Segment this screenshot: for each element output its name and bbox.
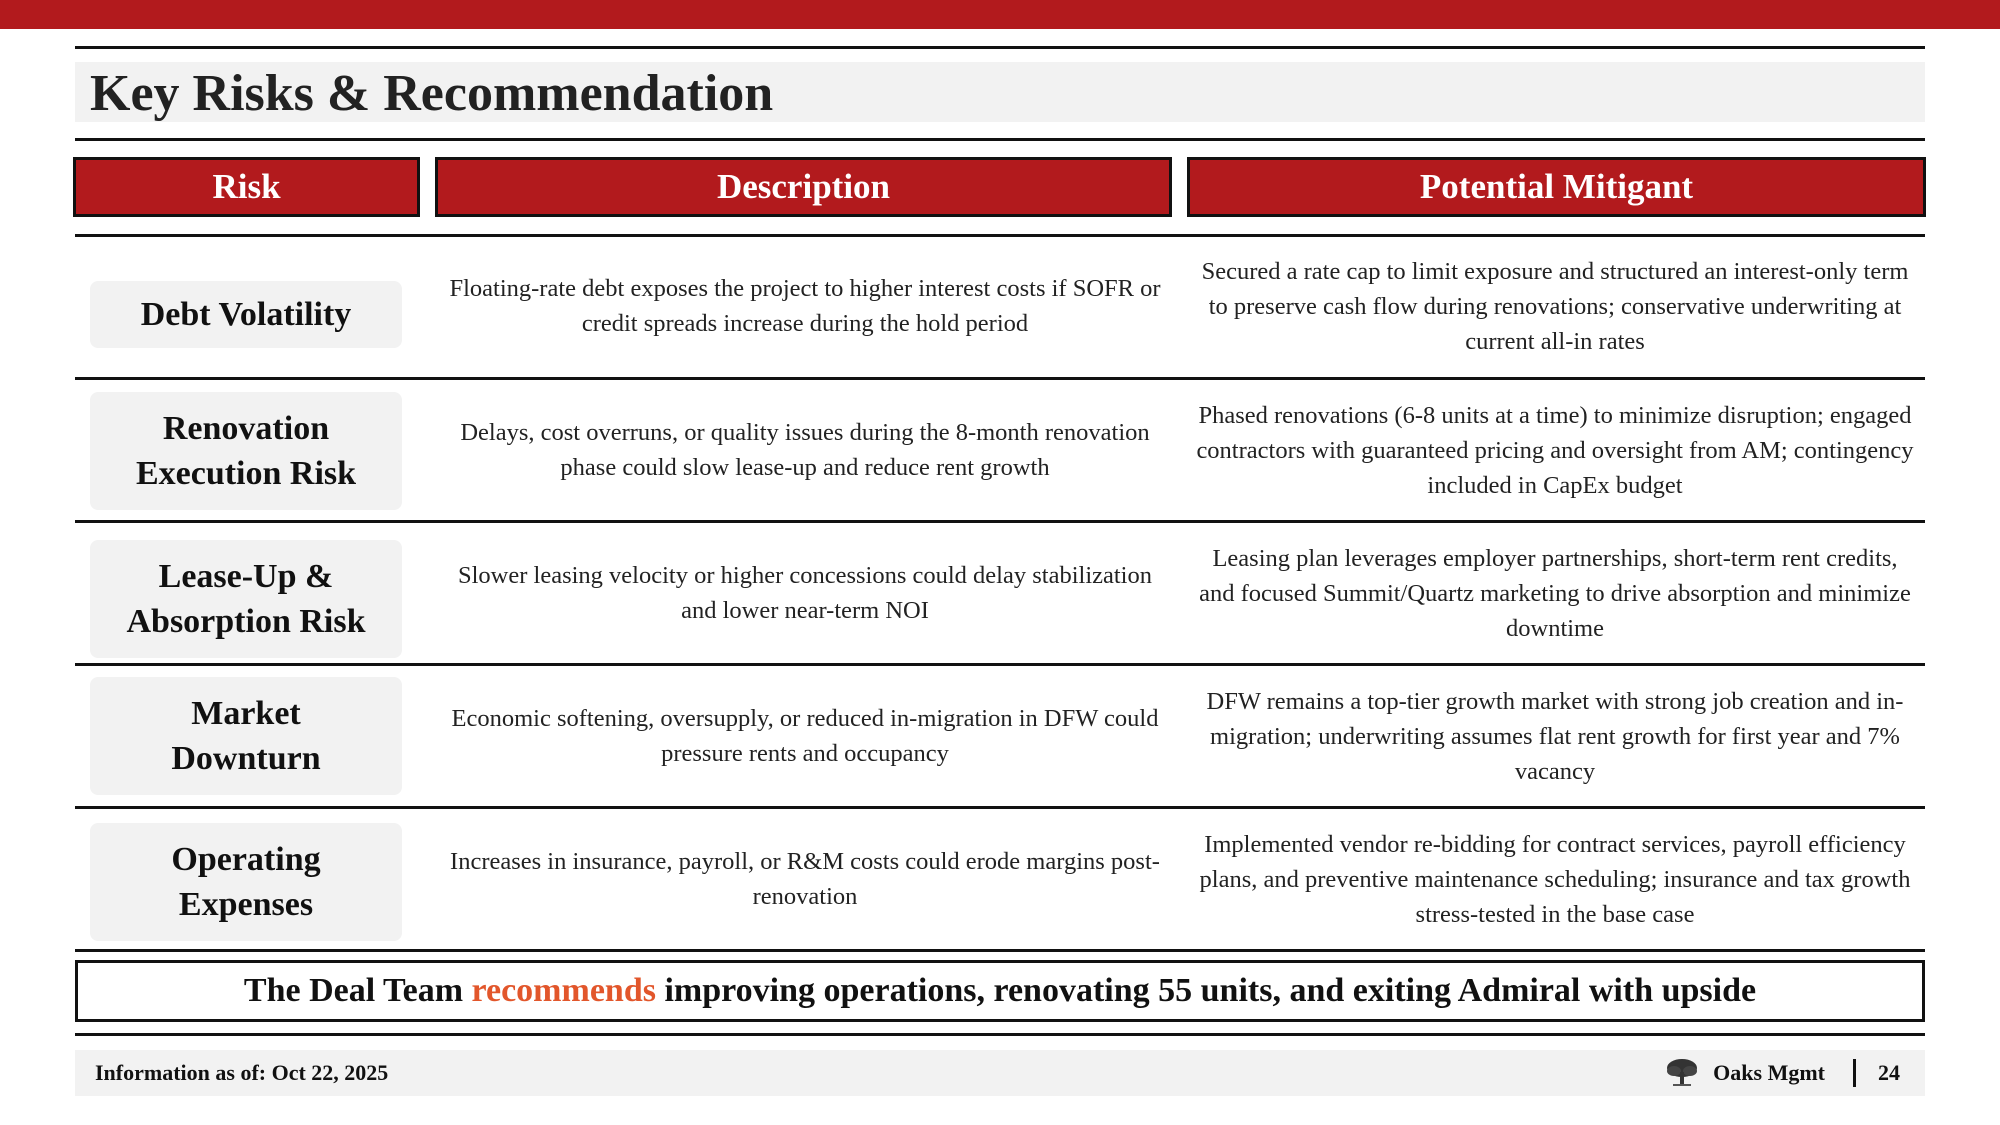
- recommendation-highlight: recommends: [471, 972, 656, 1009]
- risk-label-line2: Downturn: [171, 740, 321, 777]
- description-text: Delays, cost overruns, or quality issues during the 8-month renovation phase could slow lease-up and reduce rent growth: [460, 419, 1150, 481]
- column-header-mitigant: Potential Mitigant: [1187, 157, 1926, 217]
- risk-label-operating-expenses: [90, 823, 402, 941]
- risk-description: [440, 809, 1170, 949]
- column-header-risk: Risk: [73, 157, 420, 217]
- description-text: Increases in insurance, payroll, or R&M costs could erode margins post-renovation: [450, 848, 1160, 910]
- risk-description: [440, 236, 1170, 376]
- risk-label-line1: Renovation: [162, 410, 330, 447]
- footer-separator: [1853, 1059, 1856, 1087]
- risk-label-line2: Execution Risk: [135, 455, 357, 492]
- company-name: Oaks Mgmt: [1713, 1060, 1825, 1085]
- risk-mitigant: [1195, 380, 1915, 520]
- description-text: Slower leasing velocity or higher concessions could delay stabilization and lower near-term NOI: [458, 562, 1152, 624]
- risk-description: [440, 523, 1170, 663]
- recommendation-suffix: improving operations, renovating 55 units, and exiting Admiral with upside: [655, 972, 1757, 1009]
- mitigant-text: Phased renovations (6-8 units at a time) to minimize disruption; engaged contractors with guaranteed pricing and oversight from AM; contingency included in CapEx budget: [1196, 401, 1914, 499]
- risk-label-lease-up-absorption: [90, 540, 402, 658]
- risk-label-line1: Operating: [171, 841, 321, 878]
- risk-mitigant: [1195, 523, 1915, 663]
- title-rule-bottom: [75, 138, 1925, 141]
- risk-label-line1: Market: [191, 695, 301, 732]
- footer-rule: [75, 1033, 1925, 1036]
- page-number: 24: [1878, 1060, 1900, 1085]
- risk-mitigant: [1195, 809, 1915, 949]
- mitigant-text: Implemented vendor re-bidding for contract services, payroll efficiency plans, and preventive maintenance scheduling; insurance and tax growth stress-tested in the base case: [1199, 830, 1911, 928]
- risk-label-renovation-execution: [90, 392, 402, 510]
- risk-mitigant: [1195, 236, 1915, 376]
- risk-label-line2: Absorption Risk: [126, 603, 366, 640]
- row-divider: [75, 949, 1925, 952]
- recommendation-box: [75, 960, 1925, 1022]
- risk-description: [440, 666, 1170, 806]
- recommendation-prefix: The Deal Team: [243, 972, 472, 1009]
- risk-label-line1: Debt Volatility: [140, 296, 352, 333]
- risk-mitigant: [1195, 666, 1915, 806]
- risk-description: [440, 380, 1170, 520]
- page-title: Key Risks & Recommendation: [90, 65, 774, 122]
- risk-label-market-downturn: [90, 677, 402, 795]
- risk-label-line2: Expenses: [178, 886, 314, 923]
- mitigant-text: DFW remains a top-tier growth market with strong job creation and in-migration; underwriting assumes flat rent growth for first year and 7% vacancy: [1206, 687, 1904, 785]
- risk-label-line1: Lease-Up &: [158, 558, 334, 595]
- column-header-description: Description: [435, 157, 1172, 217]
- oak-tree-icon: [1665, 1058, 1699, 1088]
- mitigant-text: Leasing plan leverages employer partnerships, short-term rent credits, and focused Summit/Quartz marketing to drive absorption and minimize downtime: [1199, 544, 1911, 642]
- mitigant-text: Secured a rate cap to limit exposure and structured an interest-only term to preserve cash flow during renovations; conservative underwriting at current all-in rates: [1201, 257, 1909, 355]
- top-accent-bar: [0, 0, 2000, 29]
- title-rule-top: [75, 46, 1925, 49]
- info-date: Information as of: Oct 22, 2025: [95, 1060, 389, 1085]
- description-text: Economic softening, oversupply, or reduced in-migration in DFW could pressure rents and occupancy: [451, 705, 1159, 767]
- description-text: Floating-rate debt exposes the project to higher interest costs if SOFR or credit spreads increase during the hold period: [449, 275, 1161, 337]
- footer-branding: [1665, 1058, 1900, 1088]
- risk-label-debt-volatility: [90, 281, 402, 348]
